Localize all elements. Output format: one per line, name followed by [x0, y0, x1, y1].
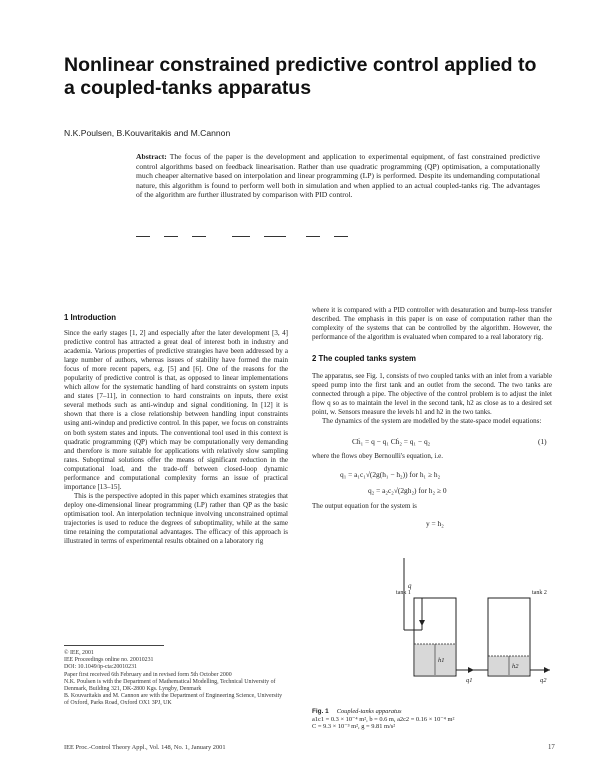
- intro-paragraph-2: This is the perspective adopted in this paper which examines strategies that deploy one-dimensional linear programming (LP) rather than QP as the basic optimisation tool. An interpolation technique involving unconstrained optimal trajectories is used to reduce the degrees of suboptimality, while at the same time retaining the computational advantages. The efficacy of this approach is illustrated in terms of experimental results obtained on a laboratory rig: [64, 491, 288, 546]
- footnotes: [64, 650, 288, 708]
- label-tank-2: tank 2: [532, 590, 547, 596]
- bernoulli-intro: where the flows obey Bernoulli's equation, i.e.: [312, 452, 444, 460]
- equation-2: q₁ = a₁c₁√(2g(h₁ − h₂)) for h₁ ≥ h₂: [340, 470, 441, 479]
- intro-paragraph-3: where it is compared with a PID controller with desaturation and bump-less transfer described. The emphasis in this paper is on ease of computation rather than the complexity of the systems that can be controlled by the algorithm. However, the performance of the algorithm is evaluated when compared to a real laboratory rig.: [312, 306, 552, 342]
- title-line-2: a coupled-tanks apparatus: [64, 77, 312, 99]
- figure-caption-params-2: C = 9.3 × 10⁻³ m², g = 9.81 m/s²: [312, 723, 396, 731]
- connecting-flow-arrow: [468, 667, 474, 673]
- abstract-text: The focus of the paper is the development and application to experimental equipment, of fast constrained predictive control algorithms based on feedback linearisation. Rather than use quadratic programming (QP) optimisation, a computationally much cheaper alternative based on interpolation and linear programming (LP) is performed. Despite its undemanding computational nature, this algorithm is found to perform well both in simulation and when applied to an actual coupled-tanks rig. The advantages of the algorithm are further illustrated by comparison with PID control.: [136, 152, 540, 200]
- figure-caption-params-1: a1c1 = 0.3 × 10⁻⁴ m², b = 0.6 m, a2c2 = 0.16 × 10⁻⁴ m²: [312, 715, 455, 723]
- equation-1: Cḣ₁ = q − q₁ Cḣ₂ = q₁ − q₂: [352, 437, 431, 446]
- coupled-tanks-figure: [392, 558, 564, 688]
- figure-caption: [312, 708, 552, 731]
- section-2-heading: 2 The coupled tanks system: [312, 354, 416, 363]
- footnote-online: IEE Proceedings online no. 20010231: [64, 657, 154, 664]
- intro-paragraph-1: Since the early stages [1, 2] and especially after the later development [3, 4] predictive control has attracted a great deal of interest both in industry and academia. Various properties of predictive strategies have been addressed by a large number of authors, whereas issues of stability have formed the main focus of more recent papers, e.g. [5] and [6]. One of the reasons for the popularity of predictive control is that, as opposed to linear implementations which allow for the systematic handling of hard constraints on system inputs and states [7–11], in connection to hard constraints on inputs, there exist several methods such as anti-windup and signal conditioning. In [12] it is shown that there is a close relationship between handling input constraints using anti-windup and predictive control. In this paper, we focus on constraints on both system states and inputs. The conventional tool used in this context is quadratic programming (QP) which may be computationally very demanding and therefore is more suitable for applications with relatively slow sampling rates. Suboptimal solutions offer the means of significant reduction in the computational load, and the trade-off between closed-loop dynamic performance and computational complexity forms an issue of practical importance [13–15].: [64, 329, 288, 491]
- tanks-paragraph-2: The dynamics of the system are modelled by the state-space model equations:: [322, 417, 542, 426]
- label-q2: q2: [540, 677, 547, 684]
- equation-4: y = h₂: [426, 519, 444, 528]
- inlet-arrow: [419, 620, 425, 626]
- title-line-1: Nonlinear constrained predictive control applied to: [64, 54, 537, 76]
- equation-3: q₂ = a₂c₂√(2gh₂) for h₂ ≥ 0: [368, 486, 447, 495]
- right-column-continuation: [312, 306, 552, 342]
- section-1-heading: 1 Introduction: [64, 313, 116, 322]
- paper-title: [64, 54, 544, 100]
- author-list: N.K.Poulsen, B.Kouvaritakis and M.Cannon: [64, 128, 231, 138]
- journal-footer: IEE Proc.-Control Theory Appl., Vol. 148, No. 1, January 2001: [64, 744, 226, 751]
- outlet-arrow: [544, 667, 550, 673]
- output-intro: The output equation for the system is: [312, 502, 417, 510]
- label-tank-1: tank 1: [396, 590, 411, 596]
- footnote-doi: DOI: 10.1049/ip-cta:20010231: [64, 664, 137, 671]
- left-column: [64, 329, 288, 637]
- page-number: 17: [548, 744, 555, 751]
- section-2-body: [312, 372, 552, 426]
- figure-caption-title: Coupled-tanks apparatus: [336, 708, 402, 715]
- label-h2: h2: [512, 663, 519, 670]
- equation-1-number: (1): [538, 437, 547, 446]
- abstract: [136, 152, 540, 200]
- abstract-separator: [136, 234, 540, 240]
- abstract-label: Abstract:: [136, 152, 167, 161]
- figure-caption-label: Fig. 1: [312, 708, 329, 715]
- footnote-copyright: © IEE, 2001: [64, 650, 94, 656]
- footnote-rule: [64, 645, 164, 646]
- footnote-author-2: B. Kouvaritakis and M. Cannon are with the Department of Engineering Science, University of Oxford, Parks Road, Oxford OX1 3PJ, UK: [64, 693, 283, 707]
- label-q: q: [408, 582, 412, 590]
- tanks-paragraph-1: The apparatus, see Fig. 1, consists of two coupled tanks with an inlet from a variable speed pump into the first tank and an outlet from the second. The two tanks are connected through a pipe. The objective of the control problem is to adjust the inlet flow q so as to maintain the level in the second tank, h2 as close as to a desired set point, w. Sensors measure the levels h1 and h2 in the two tanks.: [312, 372, 552, 417]
- footnote-author-1: N.K. Poulsen is with the Department of Mathematical Modelling, Technical University of Denmark, Building 321, DK-2800 Kgs. Lyngby, Denmark: [64, 678, 276, 693]
- label-h1: h1: [438, 657, 445, 664]
- label-q1: q1: [466, 677, 473, 684]
- footnote-received: Paper first received 6th February and in revised form 5th October 2000: [64, 671, 232, 678]
